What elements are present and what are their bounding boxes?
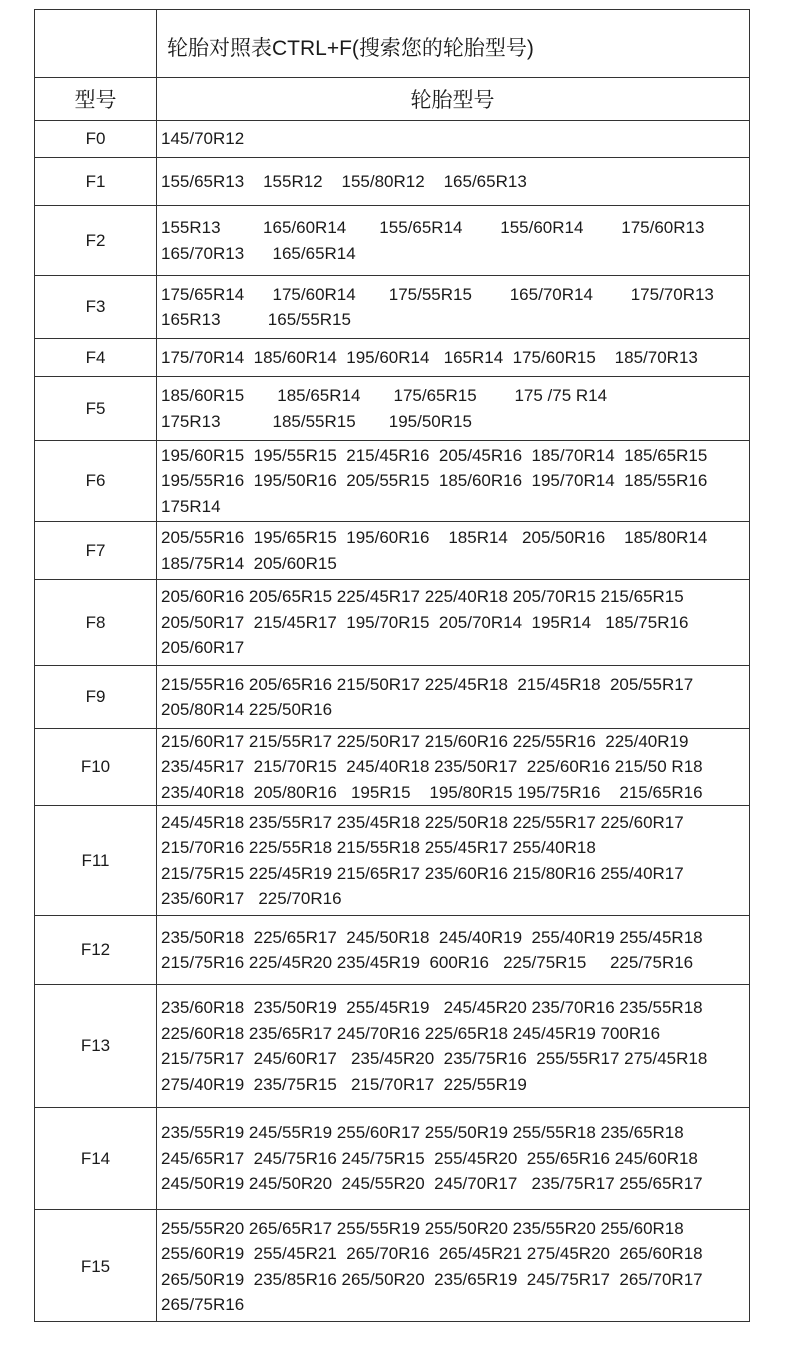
row-sizes [161, 580, 749, 665]
size-line: 165/70R13 165/65R14 [161, 243, 356, 263]
size-line: 235/55R19 245/55R19 255/60R17 255/50R19 255/55R18 235/65R18 [161, 1123, 684, 1143]
size-line: 175R13 185/55R15 195/50R15 [161, 411, 472, 431]
table-row [35, 1108, 749, 1210]
table-row [35, 522, 749, 580]
row-sizes [161, 377, 749, 440]
table-row [35, 1210, 749, 1323]
table-row [35, 339, 749, 377]
size-line: 275/40R19 235/75R15 215/70R17 225/55R19 [161, 1074, 527, 1094]
size-line: 235/45R17 215/70R15 245/40R18 235/50R17 225/60R16 215/50 R18 [161, 757, 703, 777]
table-row [35, 806, 749, 916]
row-sizes [161, 158, 749, 205]
row-sizes [161, 1108, 749, 1209]
size-line: 245/50R19 245/50R20 245/55R20 245/70R17 235/75R17 255/65R17 [161, 1174, 703, 1194]
table-row [35, 158, 749, 206]
size-line: 195/55R16 195/50R16 205/55R15 185/60R16 195/70R14 185/55R16 [161, 471, 708, 491]
size-line: 155R13 165/60R14 155/65R14 155/60R14 175/60R13 [161, 218, 705, 237]
size-line: 235/40R18 205/80R16 195R15 195/80R15 195/75R16 215/65R16 [161, 782, 703, 802]
header-code: 型号 [74, 89, 117, 112]
row-sizes [161, 729, 749, 805]
row-sizes [161, 916, 749, 984]
row-code: F7 [85, 540, 106, 560]
size-line: 195/60R15 195/55R15 215/45R16 205/45R16 185/70R14 185/65R15 [161, 445, 708, 465]
table-row [35, 729, 749, 806]
row-code: F1 [85, 171, 106, 191]
row-code: F4 [85, 347, 106, 367]
table-row [35, 916, 749, 985]
size-line: 165R13 165/55R15 [161, 310, 351, 329]
row-code: F12 [80, 940, 111, 959]
row-sizes [161, 985, 749, 1107]
size-line: 265/50R19 235/85R16 265/50R20 235/65R19 245/75R17 265/70R17 [161, 1269, 703, 1289]
row-sizes [161, 1210, 749, 1323]
size-line: 185/60R15 185/65R14 175/65R15 175 /75 R14 [161, 386, 608, 405]
row-sizes [161, 121, 749, 157]
size-line: 155/65R13 155R12 155/80R12 165/65R13 [161, 171, 527, 191]
header-sizes: 轮胎型号 [410, 89, 495, 112]
table-row [35, 580, 749, 666]
tire-table [34, 9, 750, 1322]
row-code: F2 [85, 230, 106, 250]
table-row [35, 377, 749, 441]
size-line: 255/60R19 255/45R21 265/70R16 265/45R21 275/45R20 265/60R18 [161, 1244, 703, 1263]
size-line: 205/50R17 215/45R17 195/70R15 205/70R14 195R14 185/75R16 [161, 612, 689, 632]
size-line: 215/75R15 225/45R19 215/65R17 235/60R16 215/80R16 255/40R17 [161, 863, 684, 883]
page-title: 轮胎对照表CTRL+F(搜索您的轮胎型号) [167, 37, 534, 60]
table-row [35, 206, 749, 276]
size-line: 235/60R17 225/70R16 [161, 889, 342, 908]
size-line: 265/75R16 [161, 1295, 245, 1314]
table-row [35, 276, 749, 339]
row-sizes [161, 522, 749, 579]
row-sizes [161, 441, 749, 521]
row-code: F10 [80, 757, 111, 776]
table-row [35, 121, 749, 158]
table-header-row [35, 77, 749, 121]
row-code: F15 [80, 1256, 111, 1276]
row-code: F0 [85, 129, 106, 148]
row-sizes [161, 666, 749, 728]
size-line: 145/70R12 [161, 129, 245, 149]
size-line: 205/55R16 195/65R15 195/60R16 185R14 205/50R16 185/80R14 [161, 528, 708, 547]
row-code: F9 [85, 687, 106, 706]
row-code: F13 [80, 1036, 111, 1055]
row-sizes [161, 206, 749, 275]
size-line: 215/75R17 245/60R17 235/45R20 235/75R16 255/55R17 275/45R18 [161, 1049, 708, 1068]
row-code: F3 [85, 297, 106, 316]
table-title-row [35, 10, 749, 78]
size-line: 235/60R18 235/50R19 255/45R19 245/45R20 235/70R16 235/55R18 [161, 998, 703, 1017]
size-line: 175R14 [161, 496, 221, 516]
row-sizes [161, 276, 749, 338]
table-row [35, 441, 749, 522]
row-sizes [161, 339, 749, 376]
size-line: 205/60R17 [161, 638, 245, 658]
size-line: 225/60R18 235/65R17 245/70R16 225/65R18 245/45R19 700R16 [161, 1023, 661, 1043]
size-line: 245/65R17 245/75R16 245/75R15 255/45R20 255/65R16 245/60R18 [161, 1148, 698, 1168]
row-code: F14 [80, 1148, 111, 1168]
table-row [35, 666, 749, 729]
size-line: 235/50R18 225/65R17 245/50R18 245/40R19 255/40R19 255/45R18 [161, 927, 703, 947]
size-line: 215/55R16 205/65R16 215/50R17 225/45R18 215/45R18 205/55R17 [161, 674, 694, 694]
size-line: 175/70R14 185/60R14 195/60R14 165R14 175/60R15 185/70R13 [161, 347, 698, 367]
size-line: 215/60R17 215/55R17 225/50R17 215/60R16 225/55R16 225/40R19 [161, 731, 689, 751]
size-line: 245/45R18 235/55R17 235/45R18 225/50R18 225/55R17 225/60R17 [161, 812, 684, 832]
row-code: F11 [81, 850, 110, 870]
size-line: 175/65R14 175/60R14 175/55R15 165/70R14 175/70R13 [161, 284, 714, 304]
row-code: F8 [85, 612, 106, 632]
row-code: F6 [85, 471, 106, 490]
size-line: 255/55R20 265/65R17 255/55R19 255/50R20 235/55R20 255/60R18 [161, 1218, 684, 1238]
size-line: 215/70R16 225/55R18 215/55R18 255/45R17 255/40R18 [161, 838, 596, 857]
row-code: F5 [85, 398, 106, 418]
size-line: 215/75R16 225/45R20 235/45R19 600R16 225/75R15 225/75R16 [161, 953, 694, 972]
size-line: 185/75R14 205/60R15 [161, 553, 337, 573]
row-sizes [161, 806, 749, 915]
table-row [35, 985, 749, 1108]
size-line: 205/80R14 225/50R16 [161, 700, 333, 719]
size-line: 205/60R16 205/65R15 225/45R17 225/40R18 205/70R15 215/65R15 [161, 587, 684, 607]
